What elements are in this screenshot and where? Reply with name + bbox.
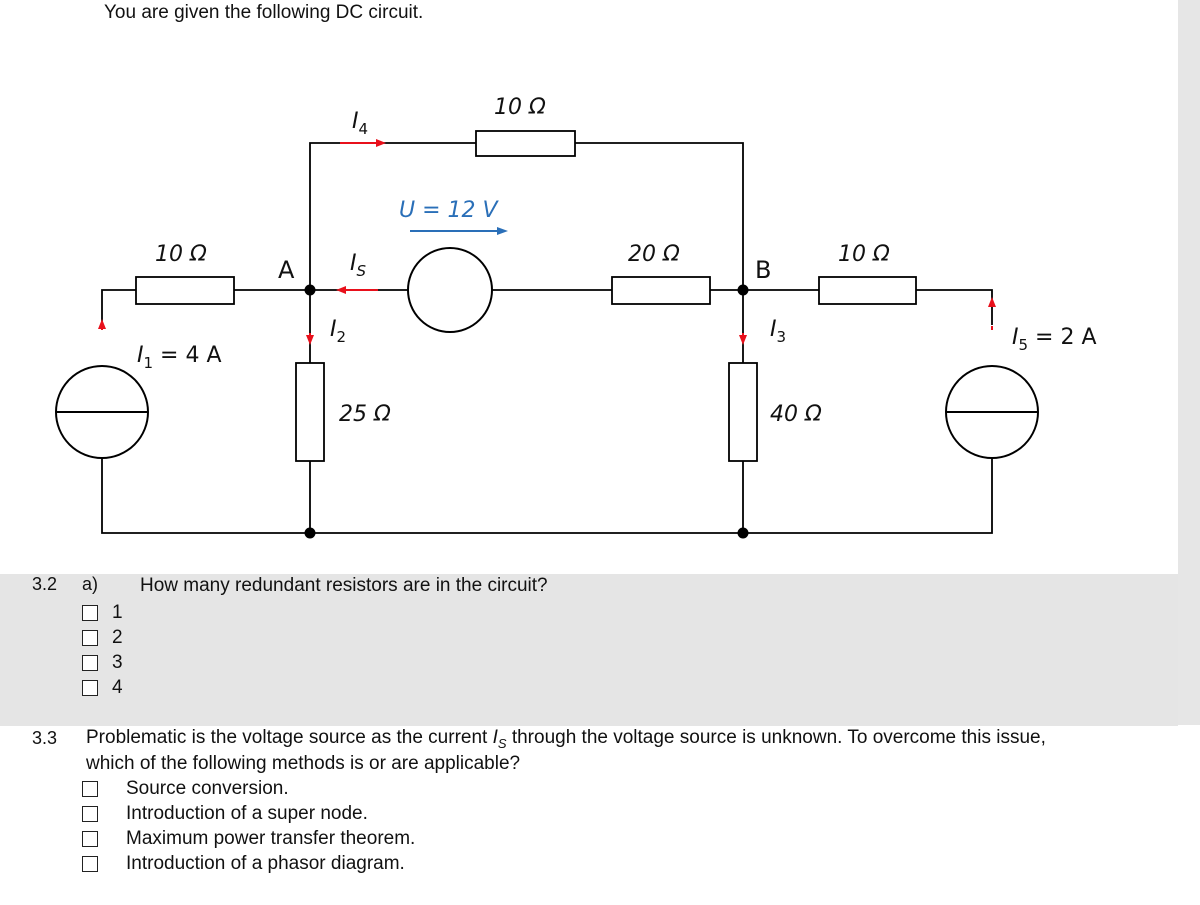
arrow-i3-head bbox=[739, 335, 747, 345]
resistor-25 bbox=[296, 363, 324, 461]
wire-top bbox=[310, 143, 743, 290]
label-node-a: A bbox=[278, 256, 295, 284]
resistor-40 bbox=[729, 363, 757, 461]
question-3-3-text: Problematic is the voltage source as the current $I_S$ through the voltage source is unknown. To overcome this issue, which of the following methods is or are applicable? bbox=[86, 727, 1046, 774]
q33-option-super-node[interactable]: Introduction of a super node. bbox=[82, 803, 368, 825]
arrow-i1-head bbox=[98, 319, 106, 329]
node-a bbox=[305, 285, 316, 296]
label-i1: $I_1 = 4$ A bbox=[137, 343, 222, 372]
label-r-40: 40 Ω bbox=[770, 402, 822, 427]
q32-option-4[interactable]: 4 bbox=[82, 677, 123, 699]
checkbox[interactable] bbox=[82, 806, 98, 822]
label-i5: $I_5 = 2$ A bbox=[1012, 325, 1097, 354]
label-voltage: U = 12 V bbox=[399, 198, 498, 223]
wire-bottom bbox=[102, 455, 992, 533]
node-bottom-right bbox=[738, 528, 749, 539]
voltage-source bbox=[408, 248, 492, 332]
label-is: $I_S$ bbox=[350, 251, 367, 280]
resistor-top-10 bbox=[476, 131, 575, 156]
checkbox[interactable] bbox=[82, 831, 98, 847]
scrollbar[interactable] bbox=[1178, 0, 1200, 725]
resistor-left-10 bbox=[136, 277, 234, 304]
checkbox[interactable] bbox=[82, 655, 98, 671]
checkbox[interactable] bbox=[82, 856, 98, 872]
label-i4: $I_4$ bbox=[352, 109, 369, 138]
question-3-2-panel bbox=[0, 574, 1178, 726]
intro-text: You are given the following DC circuit. bbox=[104, 2, 424, 23]
label-node-b: B bbox=[755, 256, 772, 284]
question-part-a: a) bbox=[82, 574, 99, 594]
checkbox[interactable] bbox=[82, 630, 98, 646]
node-bottom-left bbox=[305, 528, 316, 539]
node-b bbox=[738, 285, 749, 296]
arrow-i4-head bbox=[376, 139, 386, 147]
q33-option-phasor-diagram[interactable]: Introduction of a phasor diagram. bbox=[82, 853, 405, 875]
label-r-left: 10 Ω bbox=[155, 242, 207, 267]
arrow-is-head bbox=[336, 286, 346, 294]
question-number-3-2: 3.2 bbox=[32, 574, 58, 594]
question-number-3-3: 3.3 bbox=[32, 728, 58, 748]
label-r-25: 25 Ω bbox=[339, 402, 391, 427]
checkbox[interactable] bbox=[82, 680, 98, 696]
checkbox[interactable] bbox=[82, 605, 98, 621]
label-r-right: 10 Ω bbox=[838, 242, 890, 267]
label-i3: $I_3$ bbox=[770, 317, 787, 346]
resistor-right-10 bbox=[819, 277, 916, 304]
label-r-top: 10 Ω bbox=[494, 95, 546, 120]
arrow-i2-head bbox=[306, 335, 314, 345]
q32-option-2[interactable]: 2 bbox=[82, 627, 123, 649]
q33-option-max-power[interactable]: Maximum power transfer theorem. bbox=[82, 828, 415, 850]
resistor-mid-20 bbox=[612, 277, 710, 304]
arrow-i5-head bbox=[988, 297, 996, 307]
q32-option-1[interactable]: 1 bbox=[82, 602, 123, 624]
label-r-mid: 20 Ω bbox=[628, 242, 680, 267]
voltage-arrow-head bbox=[497, 227, 508, 235]
q33-option-source-conversion[interactable]: Source conversion. bbox=[82, 778, 289, 800]
question-3-2-text: How many redundant resistors are in the circuit? bbox=[140, 575, 548, 596]
checkbox[interactable] bbox=[82, 781, 98, 797]
label-i2: $I_2$ bbox=[330, 317, 347, 346]
q32-option-3[interactable]: 3 bbox=[82, 652, 123, 674]
